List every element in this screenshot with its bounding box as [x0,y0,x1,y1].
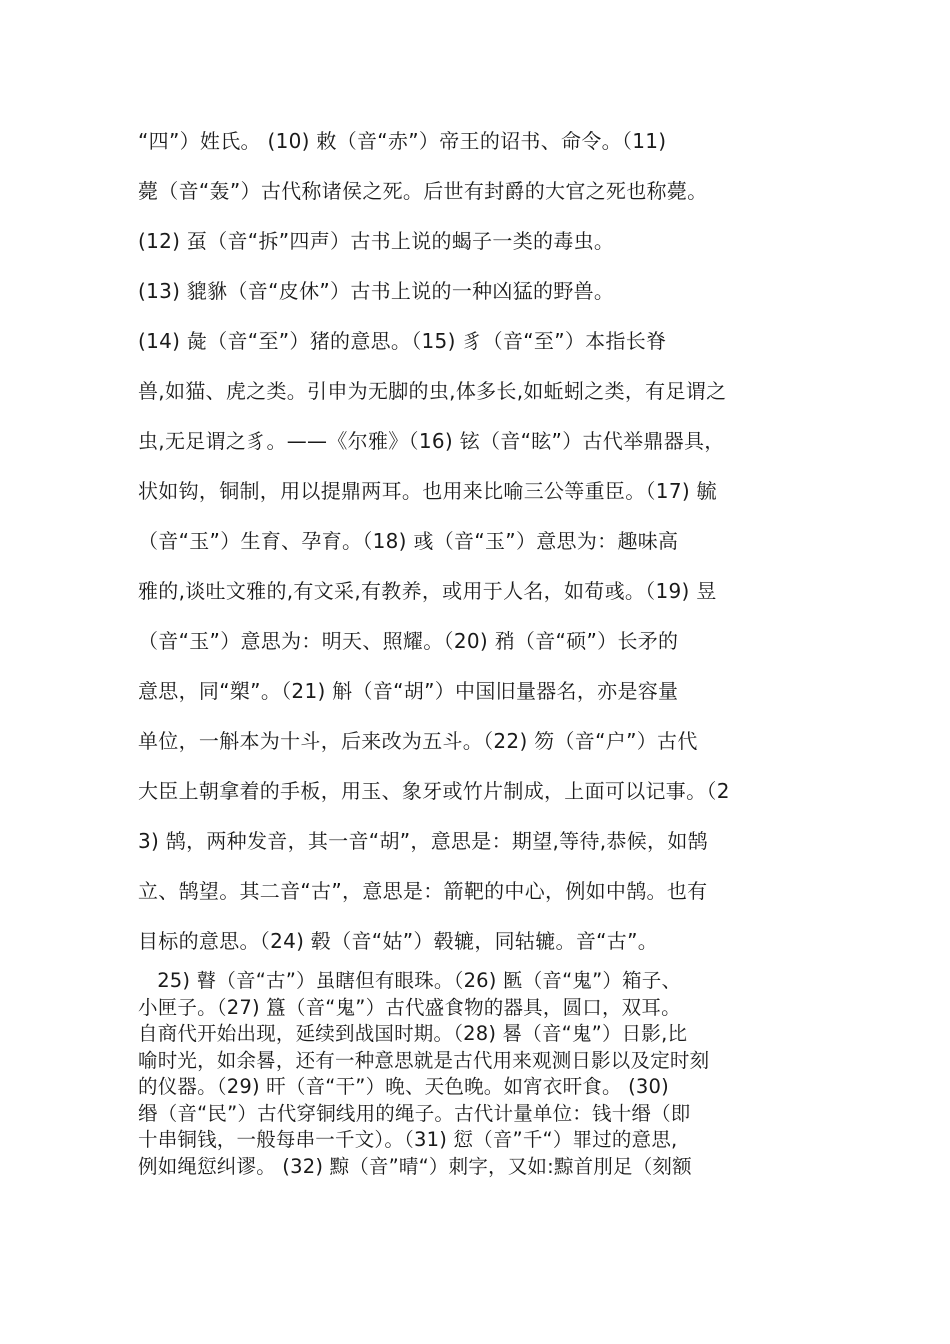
text-line: 缗（音“民”）古代穿铜线用的绳子。古代计量单位：钱十缗（即 [138,1101,691,1125]
text-line: (14) 彘（音“至”）猪的意思。（15) 豸（音“至”）本指长脊 [138,329,667,353]
text-line: （音“玉”）意思为：明天、照耀。（20) 矟（音“硕”）长矛的 [138,629,679,653]
text-line: 虫,无足谓之豸。——《尔雅》（16) 铉（音“眩”）古代举鼎器具， [138,429,725,453]
text-line: 的仪器。（29) 旰（音“干”）晚、天色晚。如宵衣旰食。 (30) [138,1075,669,1098]
text-line: （音“玉”）生育、孕育。（18) 彧（音“玉”）意思为：趣味高 [138,529,679,553]
text-section-tight-spacing [138,968,818,1180]
text-line: 状如钩，铜制，用以提鼎两耳。也用来比喻三公等重臣。（17) 毓 [138,479,717,503]
text-line: 自商代开始出现，延续到战国时期。（28) 晷（音“鬼”）日影,比 [138,1022,688,1045]
text-line: (12) 虿（音“拆”四声）古书上说的蝎子一类的毒虫。 [138,229,615,253]
text-line: 单位，一斛本为十斗，后来改为五斗。（22) 笏（音“户”）古代 [138,729,698,753]
text-line: 25) 瞽（音“古”）虽瞎但有眼珠。（26) 匦（音“鬼”）箱子、 [138,969,682,992]
text-line: 喻时光，如余晷，还有一种意思就是古代用来观测日影以及定时刻 [138,1048,710,1072]
text-line: 例如绳愆纠谬。 (32) 黥（音”晴“）刺字，又如:黥首刖足（刻额 [138,1154,692,1178]
text-line: 目标的意思。（24) 毂（音“姑”）毂辘，同轱辘。音“古”。 [138,929,659,953]
text-line: 立、鹄望。其二音“古”，意思是：箭靶的中心，例如中鹄。也有 [138,879,708,903]
text-line: 3) 鹄，两种发音，其一音“胡”，意思是：期望,等待,恭候，如鹄 [138,829,708,853]
text-line: 兽,如猫、虎之类。引申为无脚的虫,体多长,如蚯蚓之类，有足谓之 [138,379,727,403]
text-line: 十串铜钱，一般每串一千文）。（31) 愆（音”千“）罪过的意思, [138,1128,678,1151]
text-line: “四”）姓氏。 (10) 敕（音“赤”）帝王的诏书、命令。（11) [138,129,667,153]
text-line: 小匣子。（27) 簋（音“鬼”）古代盛食物的器具，圆口，双耳。 [138,995,681,1019]
text-line: 雅的,谈吐文雅的,有文采,有教养，或用于人名，如荀彧。（19) 昱 [138,579,717,603]
text-section-wide-spacing [138,116,818,966]
text-line: 意思，同“槊”。（21) 斛（音“胡”）中国旧量器名，亦是容量 [138,679,679,703]
text-line: 薨（音“轰”）古代称诸侯之死。后世有封爵的大官之死也称薨。 [138,179,708,203]
text-line: 大臣上朝拿着的手板，用玉、象牙或竹片制成，上面可以记事。（2 [138,779,730,803]
text-line: (13) 貔貅（音“皮休”）古书上说的一种凶猛的野兽。 [138,279,615,303]
